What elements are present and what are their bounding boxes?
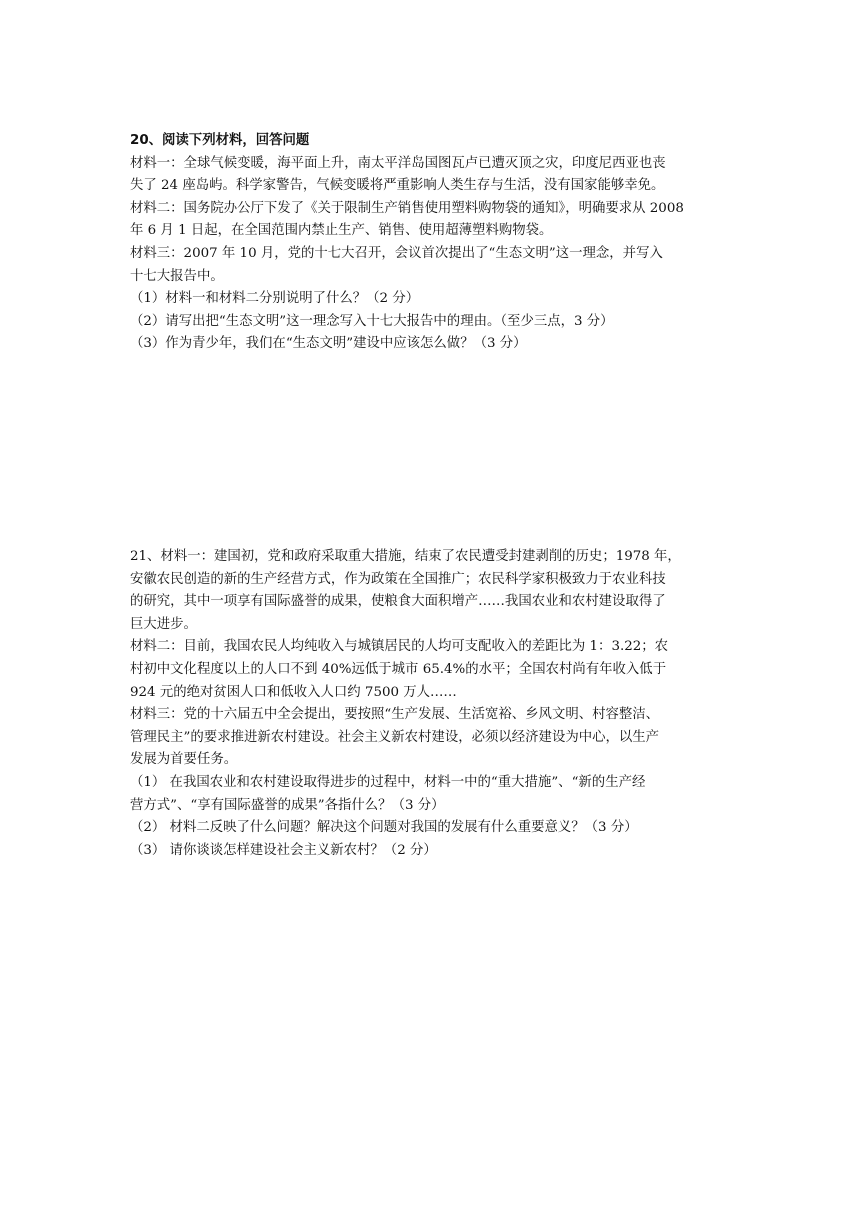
q21-sub-question-3: （3） 请你谈谈怎样建设社会主义新农村？（2 分） <box>130 842 437 858</box>
q21-material-1-line-4: 巨大进步。 <box>130 616 197 632</box>
q20-material-2-line-1: 材料二：国务院办公厅下发了《关于限制生产销售使用塑料购物袋的通知》，明确要求从 2008 <box>130 200 684 216</box>
q21-material-2-line-3: 924 元的绝对贫困人口和低收入人口约 7500 万人…… <box>130 684 457 700</box>
q21-material-2-line-2: 村初中文化程度以上的人口不到 40%远低于城市 65.4%的水平；全国农村尚有年收入低于 <box>130 661 667 677</box>
q20-sub-question-3: （3）作为青少年，我们在“生态文明”建设中应该怎么做？（3 分） <box>130 336 527 352</box>
q20-material-1-line-2: 失了 24 座岛屿。科学家警告，气候变暖将严重影响人类生存与生活，没有国家能够幸免。 <box>130 178 665 194</box>
q21-material-3-line-2: 管理民主”的要求推进新农村建设。社会主义新农村建设，必须以经济建设为中心，以生产 <box>130 729 660 745</box>
q21-material-1-line-3: 的研究，其中一项享有国际盛誉的成果，使粮食大面积增产……我国农业和农村建设取得了 <box>130 594 666 610</box>
question-21 <box>130 546 732 862</box>
q20-material-2-line-2: 年 6 月 1 日起，在全国范围内禁止生产、销售、使用超薄塑料购物袋。 <box>130 223 553 239</box>
q21-sub-question-2: （2） 材料二反映了什么问题？解决这个问题对我国的发展有什么重要意义？（3 分） <box>130 820 638 836</box>
q20-material-1-line-1: 材料一：全球气候变暖，海平面上升，南太平洋岛国图瓦卢已遭灭顶之灾，印度尼西亚也丧 <box>130 155 666 171</box>
q20-sub-question-1: （1）材料一和材料二分别说明了什么？（2 分） <box>130 291 420 307</box>
q20-material-3-line-1: 材料三：2007 年 10 月，党的十七大召开，会议首次提出了“生态文明”这一理念，并写入 <box>130 245 663 261</box>
q20-sub-question-2: （2）请写出把“生态文明”这一理念写入十七大报告中的理由。（至少三点，3 分） <box>130 313 614 329</box>
q21-sub-question-1-line-1: （1） 在我国农业和农村建设取得进步的过程中，材料一中的“重大措施”、“新的生产经 <box>130 774 646 790</box>
q21-material-3-line-3: 发展为首要任务。 <box>130 752 238 768</box>
q21-material-1-line-1: 21、材料一：建国初，党和政府采取重大措施，结束了农民遭受封建剥削的历史；1978 年， <box>130 549 681 564</box>
q21-sub-question-1-line-2: 营方式”、“享有国际盛誉的成果”各指什么？（3 分） <box>130 797 445 813</box>
q20-material-3-line-2: 十七大报告中。 <box>130 268 224 284</box>
q21-material-3-line-1: 材料三：党的十六届五中全会提出，要按照“生产发展、生活宽裕、乡风文明、村容整洁、 <box>130 707 660 723</box>
question-20-heading: 20、阅读下列材料，回答问题 <box>130 133 310 148</box>
question-20 <box>130 130 732 356</box>
q21-material-2-line-1: 材料二：目前，我国农民人均纯收入与城镇居民的人均可支配收入的差距比为 1：3.22；农 <box>130 639 669 655</box>
q21-material-1-line-2: 安徽农民创造的新的生产经营方式，作为政策在全国推广；农民科学家积极致力于农业科技 <box>130 571 666 587</box>
